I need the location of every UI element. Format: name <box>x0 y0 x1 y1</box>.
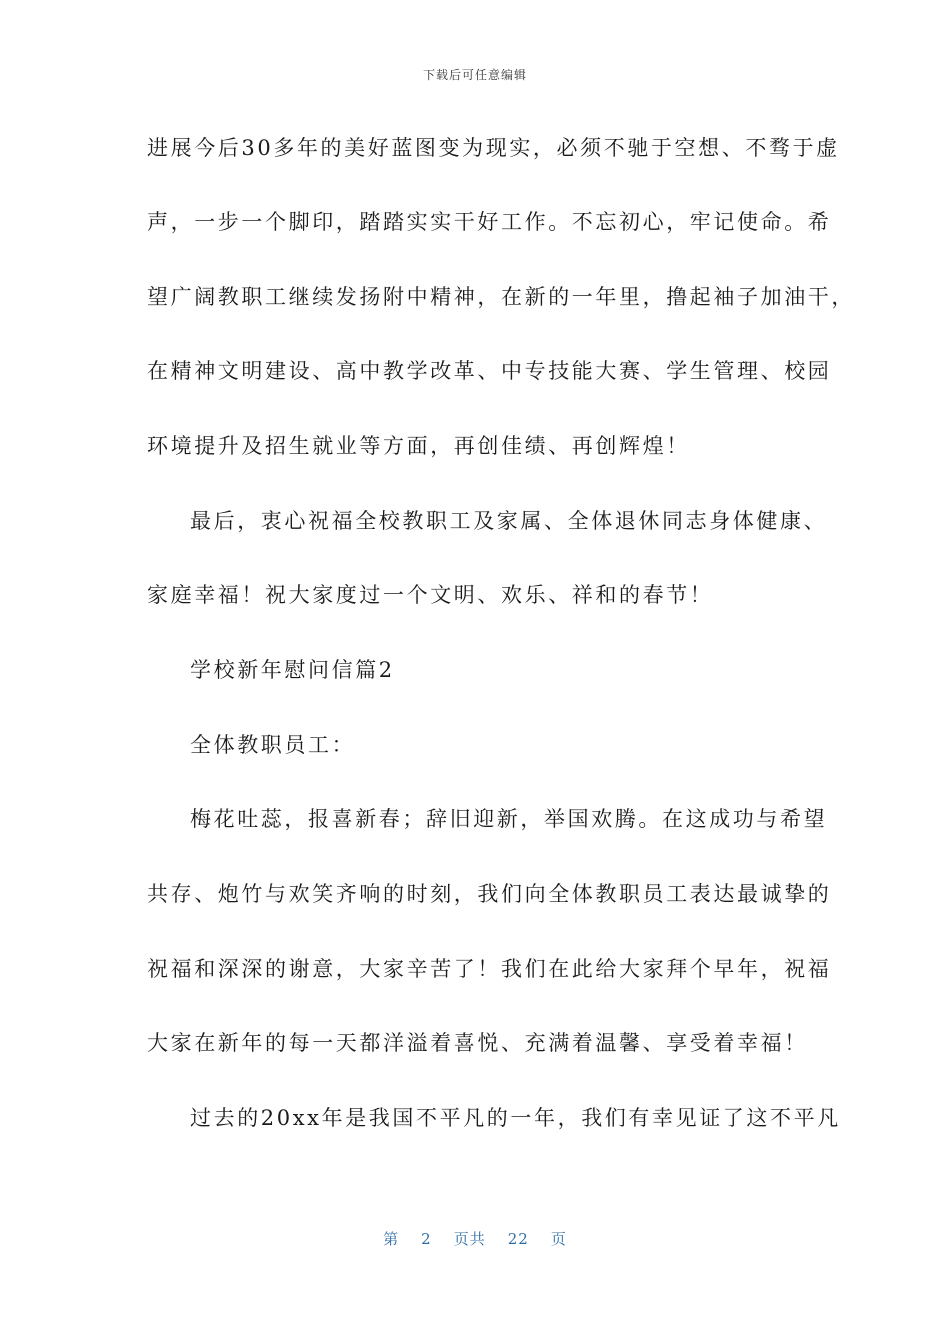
footer-current-page: 2 <box>421 1230 432 1248</box>
footer-total-pages: 22 <box>507 1230 529 1248</box>
section-title: 学校新年慰问信篇2 <box>190 658 395 682</box>
body-line: 家庭幸福！祝大家度过一个文明、欢乐、祥和的春节！ <box>147 583 714 607</box>
body-line: 共存、炮竹与欢笑齐响的时刻，我们向全体教职员工表达最诚挚的 <box>147 882 832 906</box>
body-line: 进展今后30多年的美好蓝图变为现实，必须不驰于空想、不骛于虚 <box>147 136 840 160</box>
footer-middle: 页共 <box>453 1230 486 1248</box>
page-header: 下载后可任意编辑 <box>422 68 527 82</box>
body-line: 过去的20xx年是我国不平凡的一年，我们有幸见证了这不平凡 <box>190 1106 841 1130</box>
body-line: 梅花吐蕊，报喜新春；辞旧迎新，举国欢腾。在这成功与希望 <box>190 807 828 831</box>
footer-suffix: 页 <box>550 1230 567 1248</box>
body-line: 环境提升及招生就业等方面，再创佳绩、再创辉煌！ <box>147 434 690 458</box>
body-line: 在精神文明建设、高中教学改革、中专技能大赛、学生管理、校园 <box>147 359 832 383</box>
body-line: 声，一步一个脚印，踏踏实实干好工作。不忘初心，牢记使命。希 <box>147 210 832 234</box>
body-line: 祝福和深深的谢意，大家辛苦了！我们在此给大家拜个早年，祝福 <box>147 957 832 981</box>
salutation: 全体教职员工： <box>190 733 356 757</box>
footer-prefix: 第 <box>383 1230 400 1248</box>
body-line: 大家在新年的每一天都洋溢着喜悦、充满着温馨、享受着幸福！ <box>147 1031 808 1055</box>
body-line: 最后，衷心祝福全校教职工及家属、全体退休同志身体健康、 <box>190 509 828 533</box>
body-line: 望广阔教职工继续发扬附中精神，在新的一年里，撸起袖子加油干， <box>147 285 855 309</box>
page-footer <box>0 1228 950 1249</box>
